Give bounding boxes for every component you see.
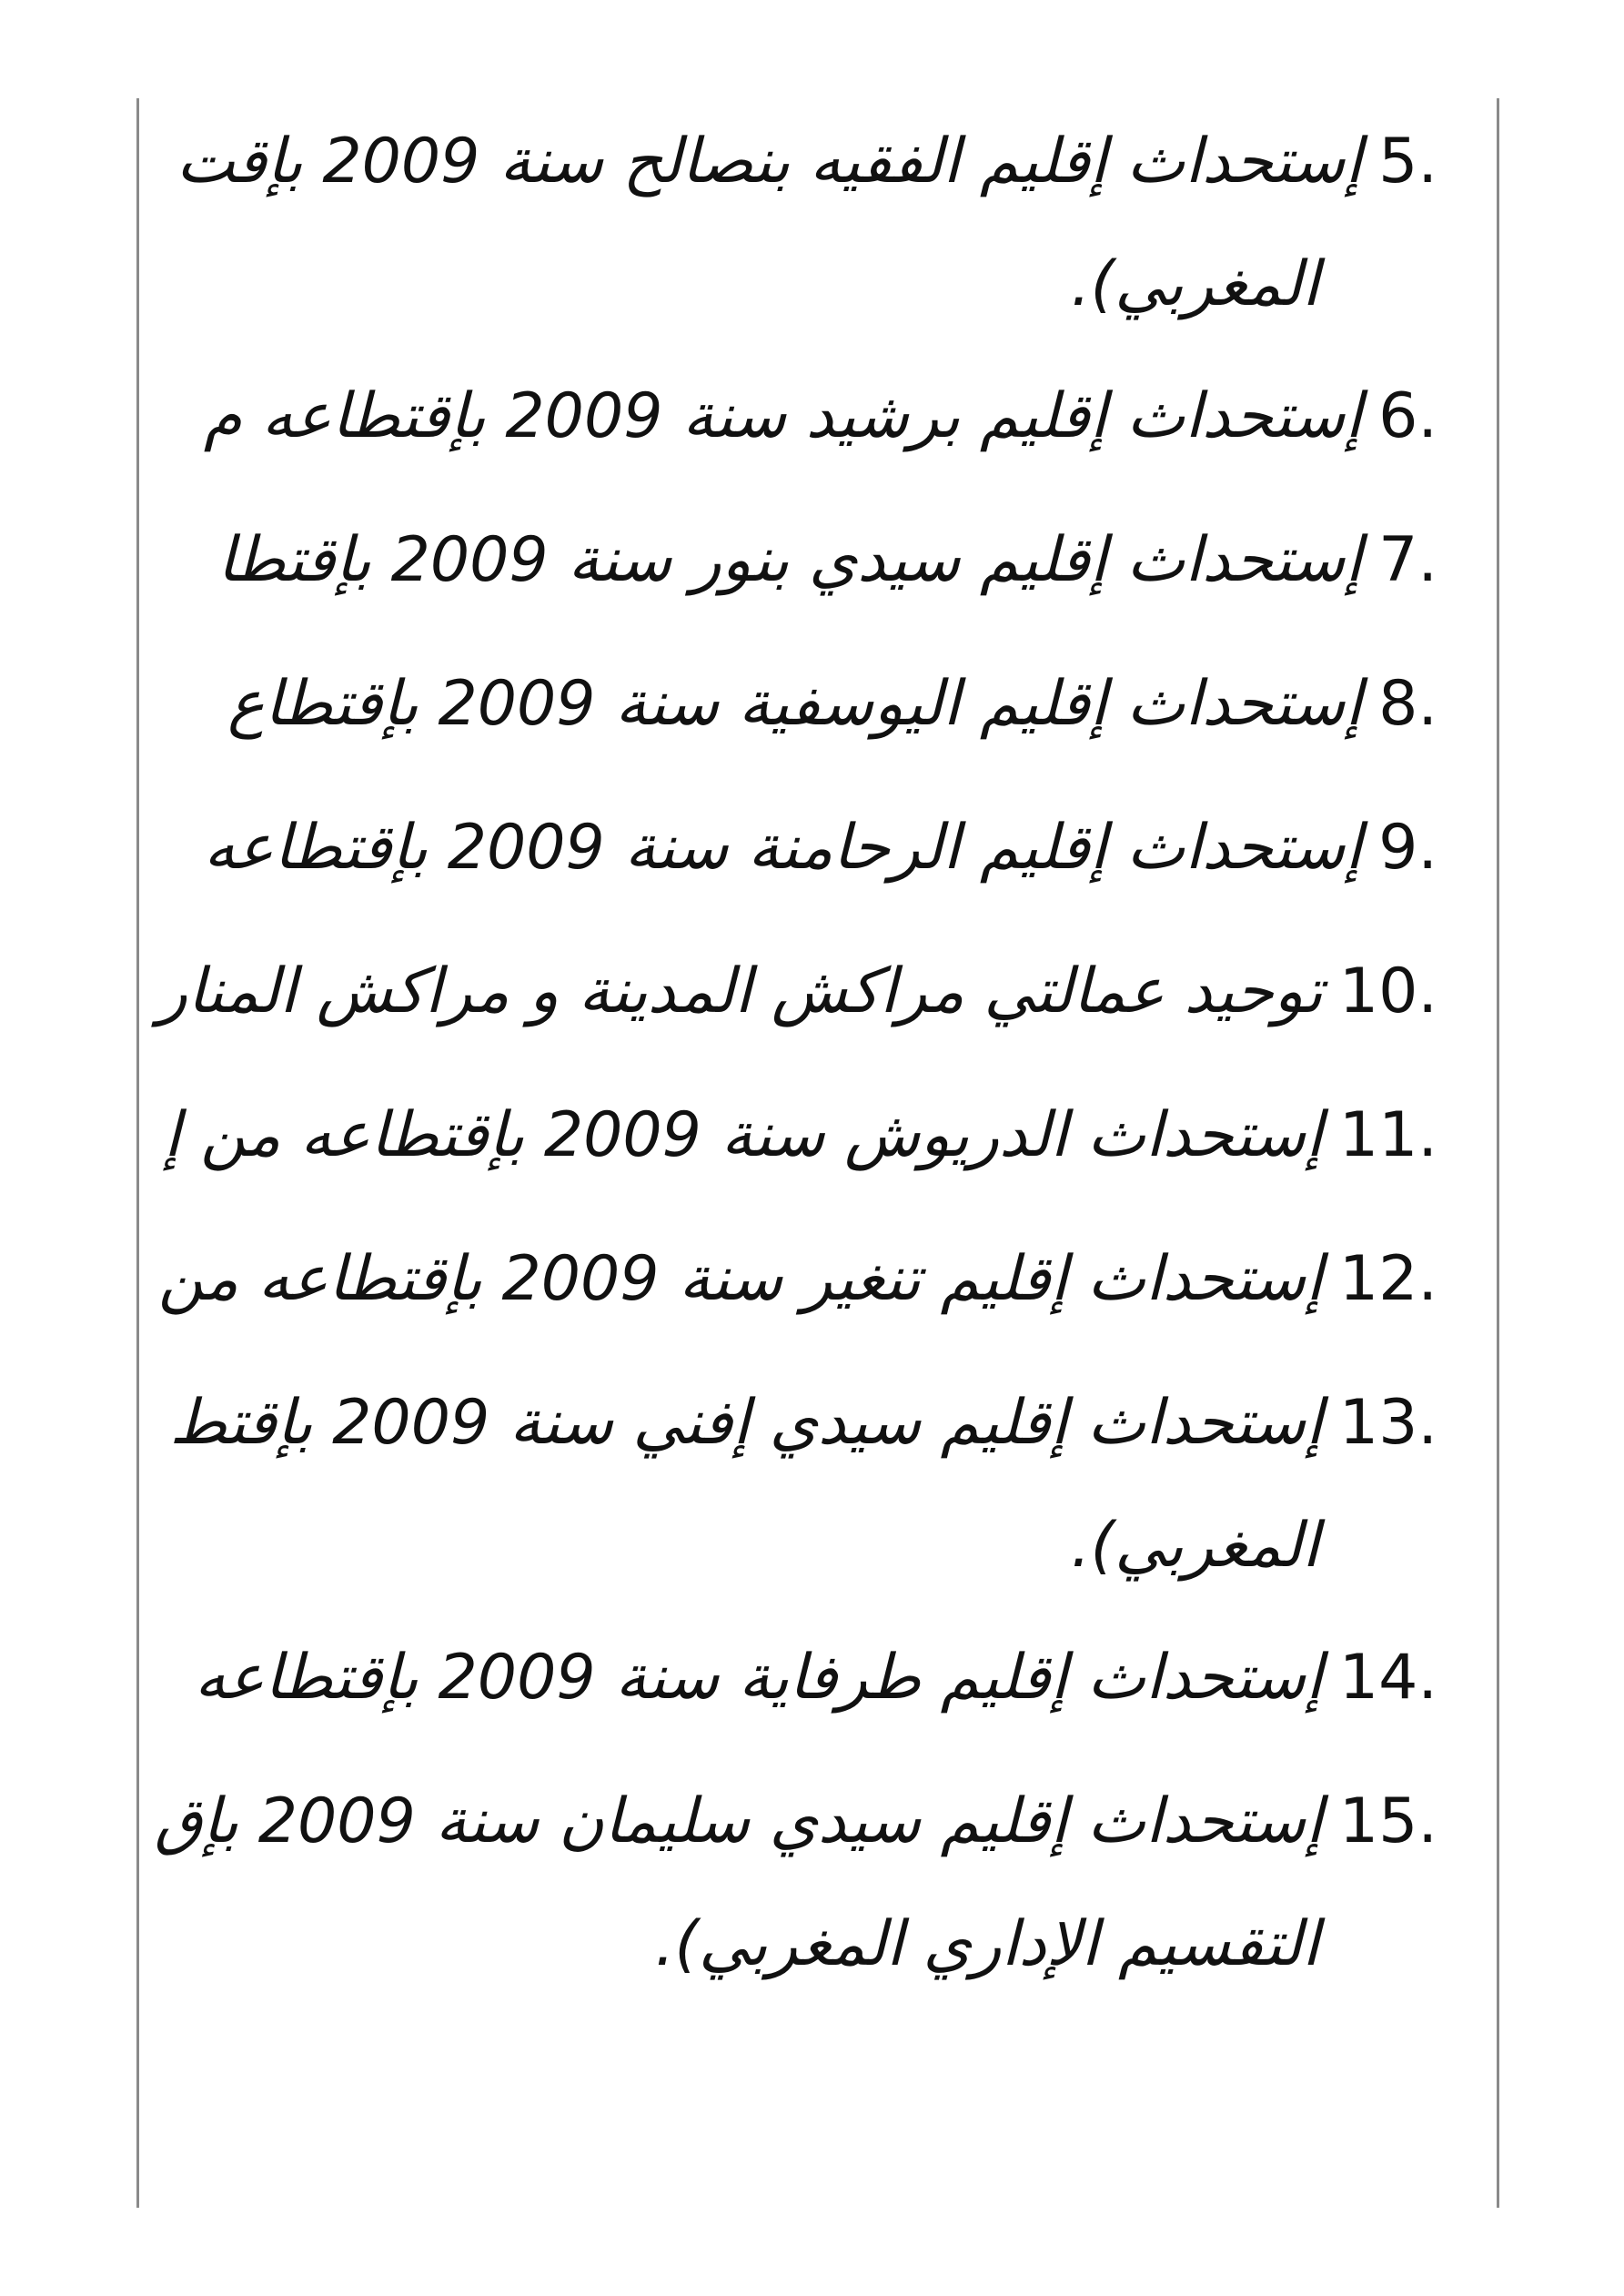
- item-text: توحيد عمالتي مراكش المدينة و مراكش المنار: [157, 956, 1323, 1027]
- item-text: إستحداث إقليم سيدي بنور سنة 2009 بإقتطا: [217, 524, 1363, 596]
- item-text: إستحداث إقليم الرحامنة سنة 2009 بإقتطاعه: [203, 812, 1363, 884]
- item-number: 11.: [1338, 1099, 1437, 1171]
- item-continuation: المغربي).: [1071, 248, 1319, 320]
- item-number: 6.: [1378, 380, 1437, 452]
- item-number: 9.: [1378, 812, 1437, 884]
- item-text: إستحداث الدريوش سنة 2009 بإقتطاعه من إ: [163, 1099, 1323, 1171]
- item-number: 8.: [1378, 668, 1437, 740]
- item-text: إستحداث إقليم تنغير سنة 2009 بإقتطاعه من: [157, 1243, 1323, 1315]
- item-text: إستحداث إقليم برشيد سنة 2009 بإقتطاعه م: [203, 380, 1363, 452]
- item-number: 7.: [1378, 524, 1437, 596]
- item-number: 14.: [1338, 1642, 1437, 1714]
- item-text: إستحداث إقليم اليوسفية سنة 2009 بإقتطاع: [227, 668, 1363, 740]
- item-text: إستحداث إقليم الفقيه بنصالح سنة 2009 بإقت: [176, 126, 1363, 197]
- item-number: 10.: [1338, 956, 1437, 1027]
- item-text: إستحداث إقليم سيدي سليمان سنة 2009 بإق: [154, 1785, 1323, 1857]
- right-margin-rule: [1497, 98, 1499, 2208]
- item-number: 15.: [1338, 1785, 1437, 1857]
- item-text: إستحداث إقليم طرفاية سنة 2009 بإقتطاعه: [194, 1642, 1323, 1714]
- item-continuation: التقسيم الإداري المغربي).: [654, 1908, 1319, 1980]
- item-number: 5.: [1378, 126, 1437, 197]
- item-continuation: المغربي).: [1071, 1510, 1319, 1582]
- item-text: إستحداث إقليم سيدي إفني سنة 2009 بإقتط: [169, 1387, 1323, 1459]
- item-number: 13.: [1338, 1387, 1437, 1459]
- item-number: 12.: [1338, 1243, 1437, 1315]
- text-viewport: [139, 98, 1497, 2208]
